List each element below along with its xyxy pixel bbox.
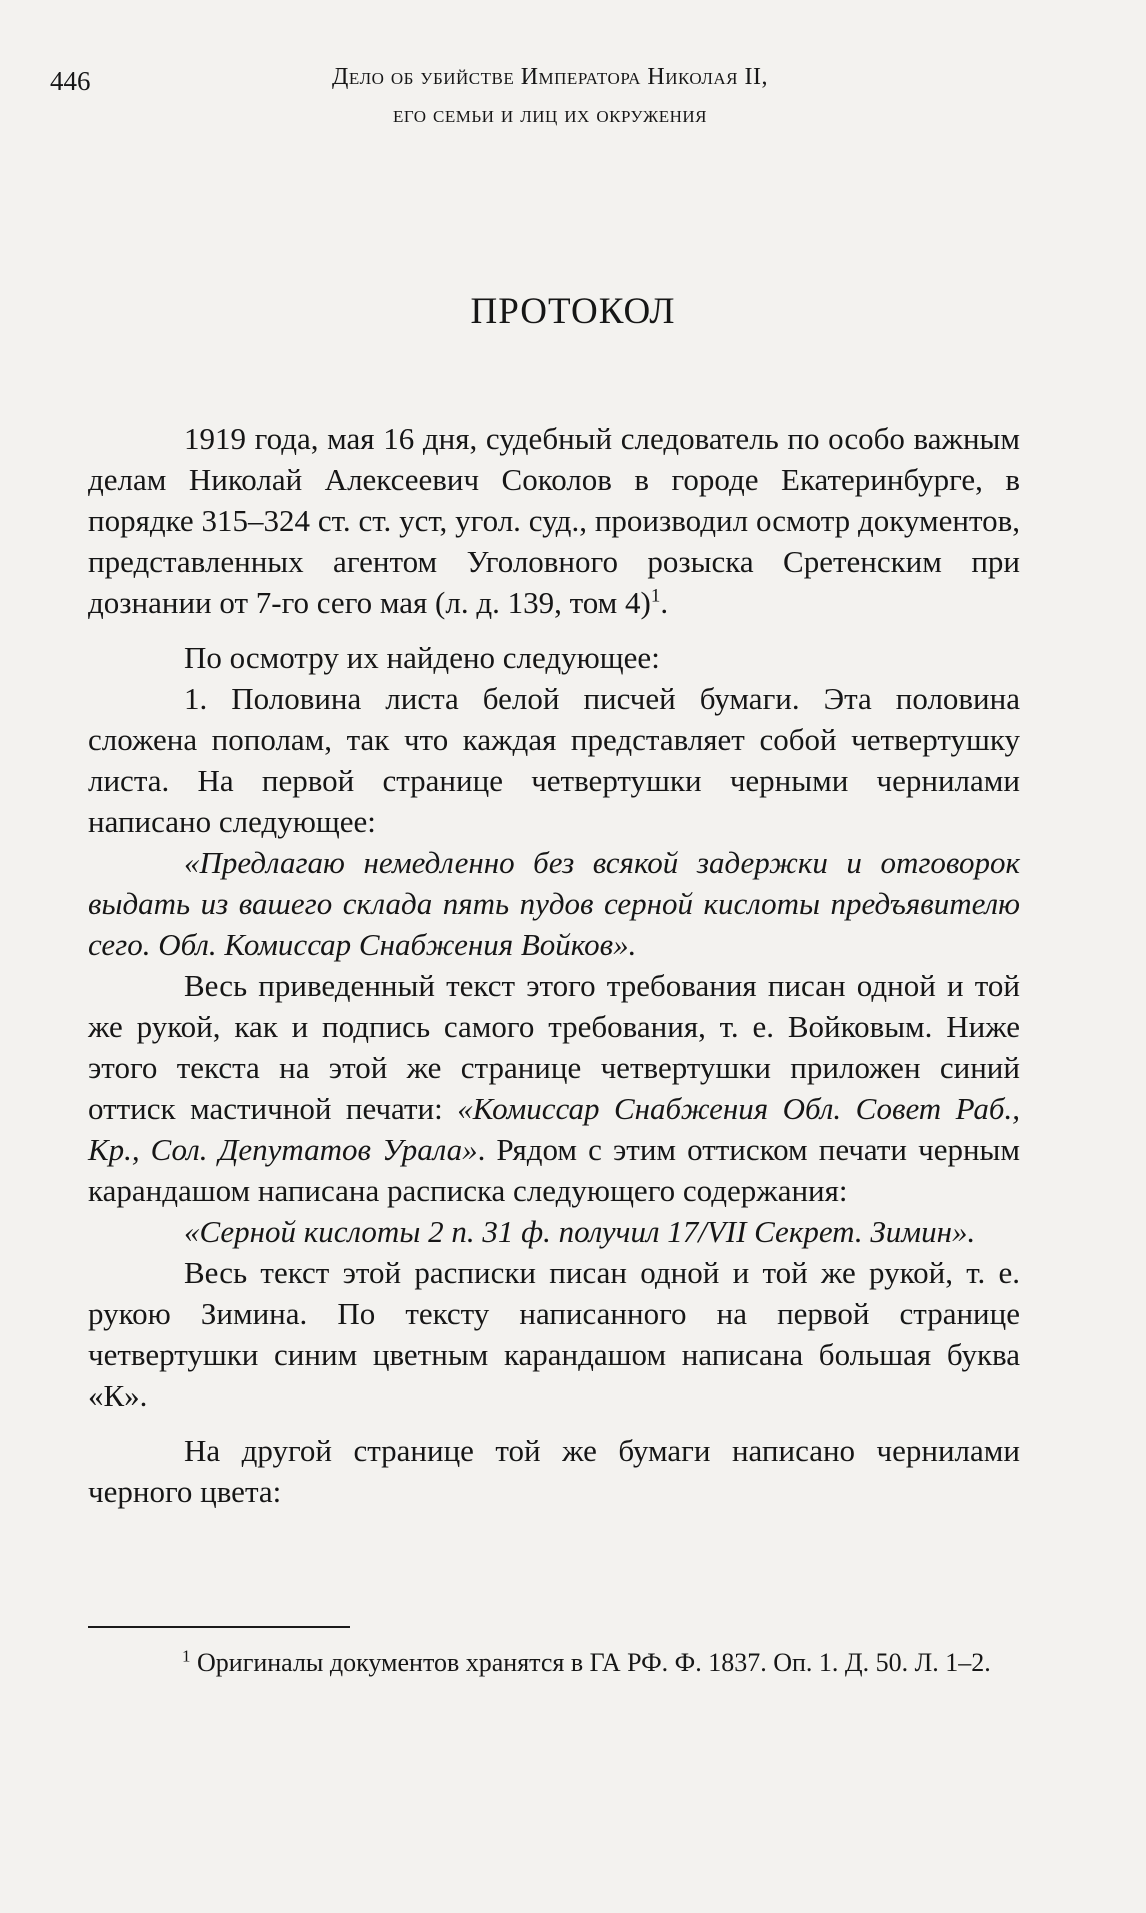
running-head — [200, 58, 900, 134]
footnote-reference: 1 — [650, 585, 661, 607]
paragraph-text: 1919 года, мая 16 дня, судебный следователь по особо важным делам Николай Алексеевич Соколов в городе Екатеринбурге, в порядке 315–324 ст. ст. уст, угол. суд., производил осмотр документов, представленных агентом Уголовного розыска Сретенским при дознании от 7-го сего мая (л. д. 139, том 4) — [88, 421, 1020, 620]
footnote-divider — [88, 1626, 350, 1628]
paragraph-end: . Рядом с этим оттиском печати черным карандашом написана расписка следующего содержания: — [88, 1132, 1020, 1208]
paragraph — [88, 418, 1020, 623]
quoted-requisition: «Предлагаю немедленно без всякой задержки и отговорок выдать из вашего склада пять пудов серной кислоты предъявителю сего. Обл. Комиссар Снабжения Войков». — [88, 845, 1020, 962]
page-number: 446 — [50, 66, 91, 96]
footnote-text: Оригиналы документов хранятся в ГА РФ. Ф. 1837. Оп. 1. Д. 50. Л. 1–2. — [197, 1648, 991, 1677]
paragraph: Весь текст этой расписки писан одной и той же рукой, т. е. рукою Зимина. По тексту написанного на первой странице четвертушки синим цветным карандашом написана большая буква «К». — [88, 1255, 1020, 1413]
running-head-line-1: Дело об убийстве Императора Николая II, — [332, 64, 768, 90]
paragraph: По осмотру их найдено следующее: — [184, 640, 660, 675]
paragraph — [88, 965, 1020, 1211]
document-body — [88, 418, 1020, 1512]
paragraph: На другой странице той же бумаги написано чернилами черного цвета: — [88, 1433, 1020, 1509]
stamp-text: «Комиссар Снабжения Обл. Совет Раб., Кр., Сол. Депутатов Урала» — [88, 1091, 1021, 1167]
footnote-indent — [88, 1648, 191, 1677]
footnote — [88, 1644, 1020, 1682]
paragraph-text: Весь приведенный текст этого требования писан одной и той же рукой, как и подпись самого требования, т. е. Войковым. Ниже этого текста на этой же странице четвертушки приложен синий оттиск мастичной печати: — [88, 968, 1020, 1126]
running-head-line-2: его семьи и лиц их окружения — [392, 102, 708, 128]
quoted-receipt: «Серной кислоты 2 п. 31 ф. получил 17/VII Секрет. Зимин». — [184, 1214, 976, 1249]
paragraph: 1. Половина листа белой писчей бумаги. Эта половина сложена пополам, так что каждая представляет собой четвертушку листа. На первой странице четвертушки черными чернилами написано следующее: — [88, 681, 1020, 839]
paragraph-end: . — [660, 585, 669, 620]
footnote-mark: 1 — [182, 1646, 191, 1666]
document-title: ПРОТОКОЛ — [470, 291, 676, 332]
